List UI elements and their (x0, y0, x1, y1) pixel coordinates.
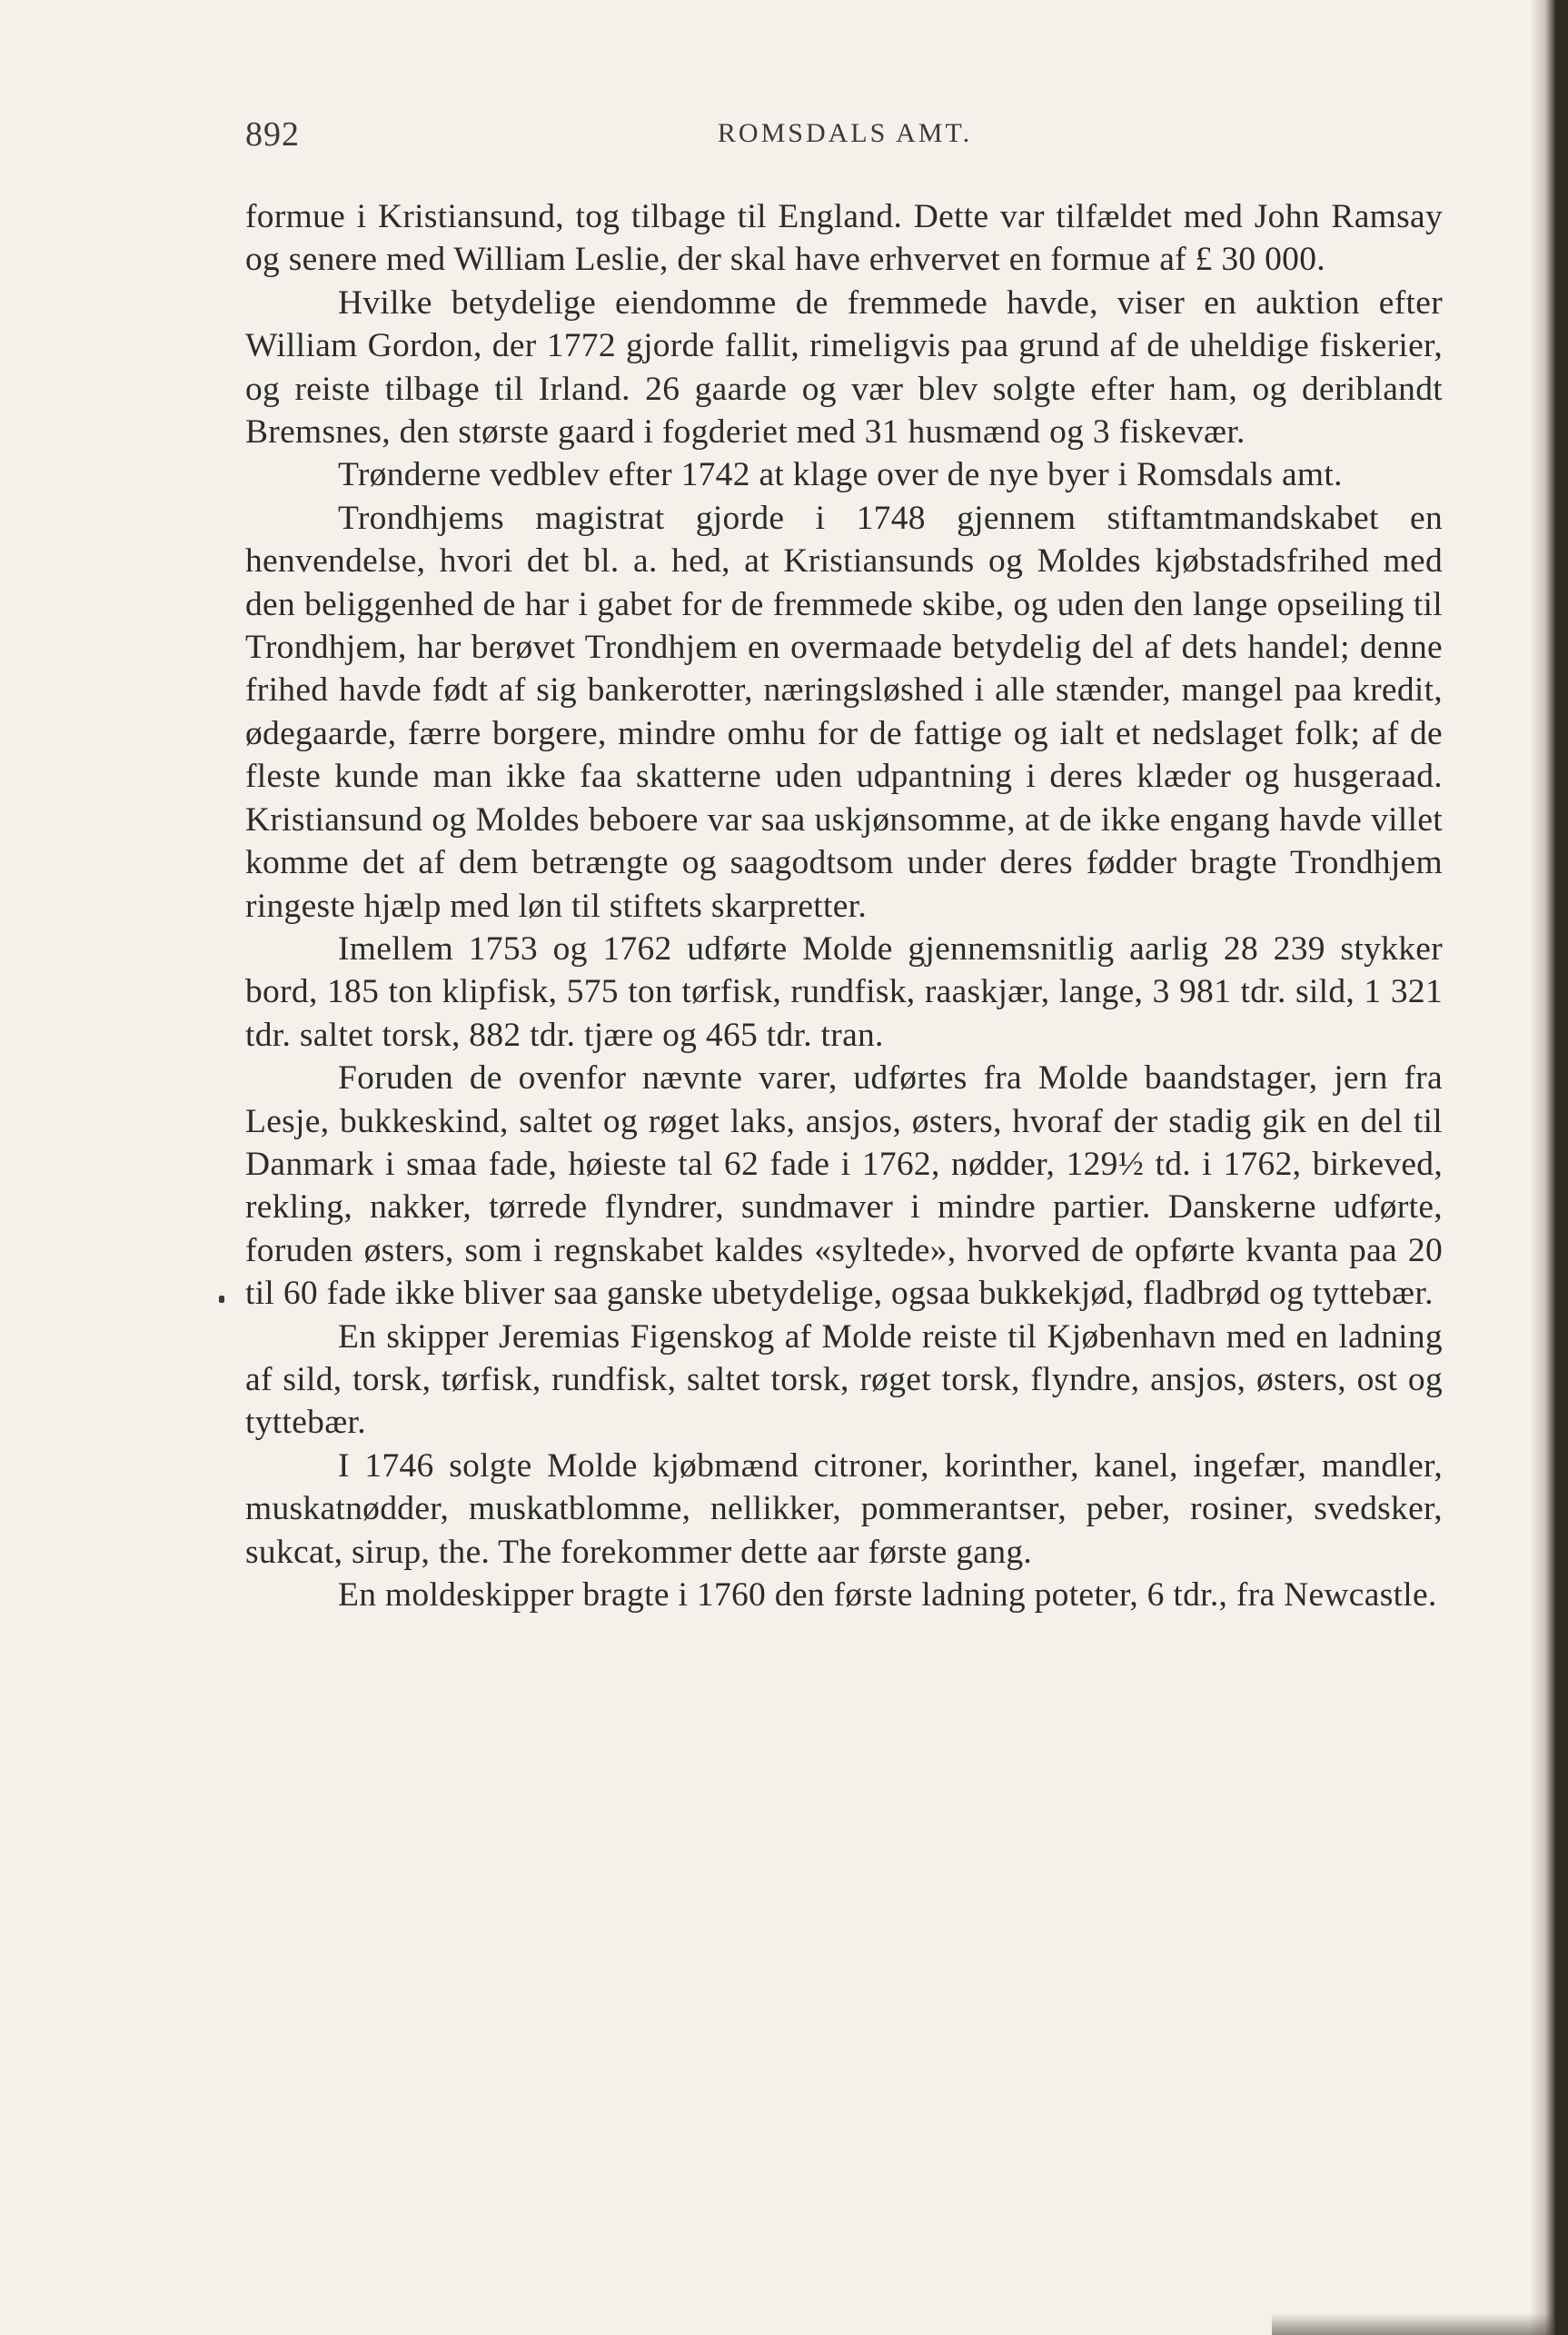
paragraph: formue i Kristiansund, tog tilbage til England. Dette var tilfældet med John Ramsay og senere med William Leslie, der skal have erhvervet en formue af £ 30 000. (245, 198, 1443, 279)
paragraph: I 1746 solgte Molde kjøbmænd citroner, korinther, kanel, ingefær, mandler, muskatnødder, muskatblomme, nellikker, pommerantser, peber, rosiner, svedsker, sukcat, sirup, the. The forekommer dette aar første gang. (245, 1446, 1443, 1571)
paragraph: En moldeskipper bragte i 1760 den første ladning poteter, 6 tdr., fra Newcastle. (338, 1576, 1437, 1614)
page-edge-shadow (1530, 0, 1555, 2335)
page-corner-shadow (1272, 2313, 1555, 2335)
paragraph: En skipper Jeremias Figenskog af Molde reiste til Kjøbenhavn med en ladning af sild, torsk, tørfisk, rundfisk, saltet torsk, røget torsk, flyndre, ansjos, østers, ost og tyttebær. (245, 1317, 1443, 1442)
paragraph: Foruden de ovenfor nævnte varer, udførtes fra Molde baandstager, jern fra Lesje, bukkeskind, saltet og røget laks, ansjos, østers, hvoraf der stadig gik en del til Danmark i smaa fade, høieste tal 62 fade i 1762, nødder, 129½ td. i 1762, birkeved, rekling, nakker, tørrede flyndrer, sundmaver i mindre partier. Danskerne udførte, foruden østers, som i regnskabet kaldes «syltede», hvorved de opførte kvanta paa 20 til 60 fade ikke bliver saa ganske ubetydelige, ogsaa bukkekjød, fladbrød og tyttebær. (245, 1059, 1443, 1313)
page-header (245, 109, 1444, 164)
paragraph: Trondhjems magistrat gjorde i 1748 gjennem stiftamtmandskabet en henvendelse, hvori det bl. a. hed, at Kristiansunds og Moldes kjøbstadsfrihed med den beliggenhed de har i gabet for de fremmede skibe, og uden den lange opseiling til Trondhjem, har berøvet Trondhjem en overmaade betydelig del af dets handel; denne frihed havde født af sig bankerotter, næringsløshed i alle stænder, mangel paa kredit, ødegaarde, færre borgere, mindre omhu for de fattige og ialt et nedslaget folk; af de fleste kunde man ikke faa skatterne uden udpantning i deres klæder og husgeraad. Kristiansund og Moldes beboere var saa uskjønsomme, at de ikke engang havde villet komme det af dem betrængte og saagodtsom under deres fødder bragte Trondhjem ringeste hjælp med løn til stiftets skarpretter. (245, 499, 1443, 925)
paragraph: Trønderne vedblev efter 1742 at klage over de nye byer i Romsdals amt. (338, 456, 1343, 494)
margin-mark (219, 1296, 224, 1303)
page-number: 892 (245, 115, 300, 154)
paragraph: Hvilke betydelige eiendomme de fremmede havde, viser en auktion efter William Gordon, der 1772 gjorde fallit, rimeligvis paa grund af de uheldige fiskerier, og reiste tilbage til Irland. 26 gaarde og vær blev solgte efter ham, og deriblandt Bremsnes, den største gaard i fogderiet med 31 husmænd og 3 fiskevær. (245, 283, 1443, 452)
body-text (245, 195, 1443, 1616)
running-head: ROMSDALS AMT. (717, 118, 973, 148)
paragraph: Imellem 1753 og 1762 udførte Molde gjennemsnitlig aarlig 28 239 stykker bord, 185 ton klipfisk, 575 ton tørfisk, rundfisk, raaskjær, lange, 3 981 tdr. sild, 1 321 tdr. saltet torsk, 882 tdr. tjære og 465 tdr. tran. (245, 929, 1443, 1054)
